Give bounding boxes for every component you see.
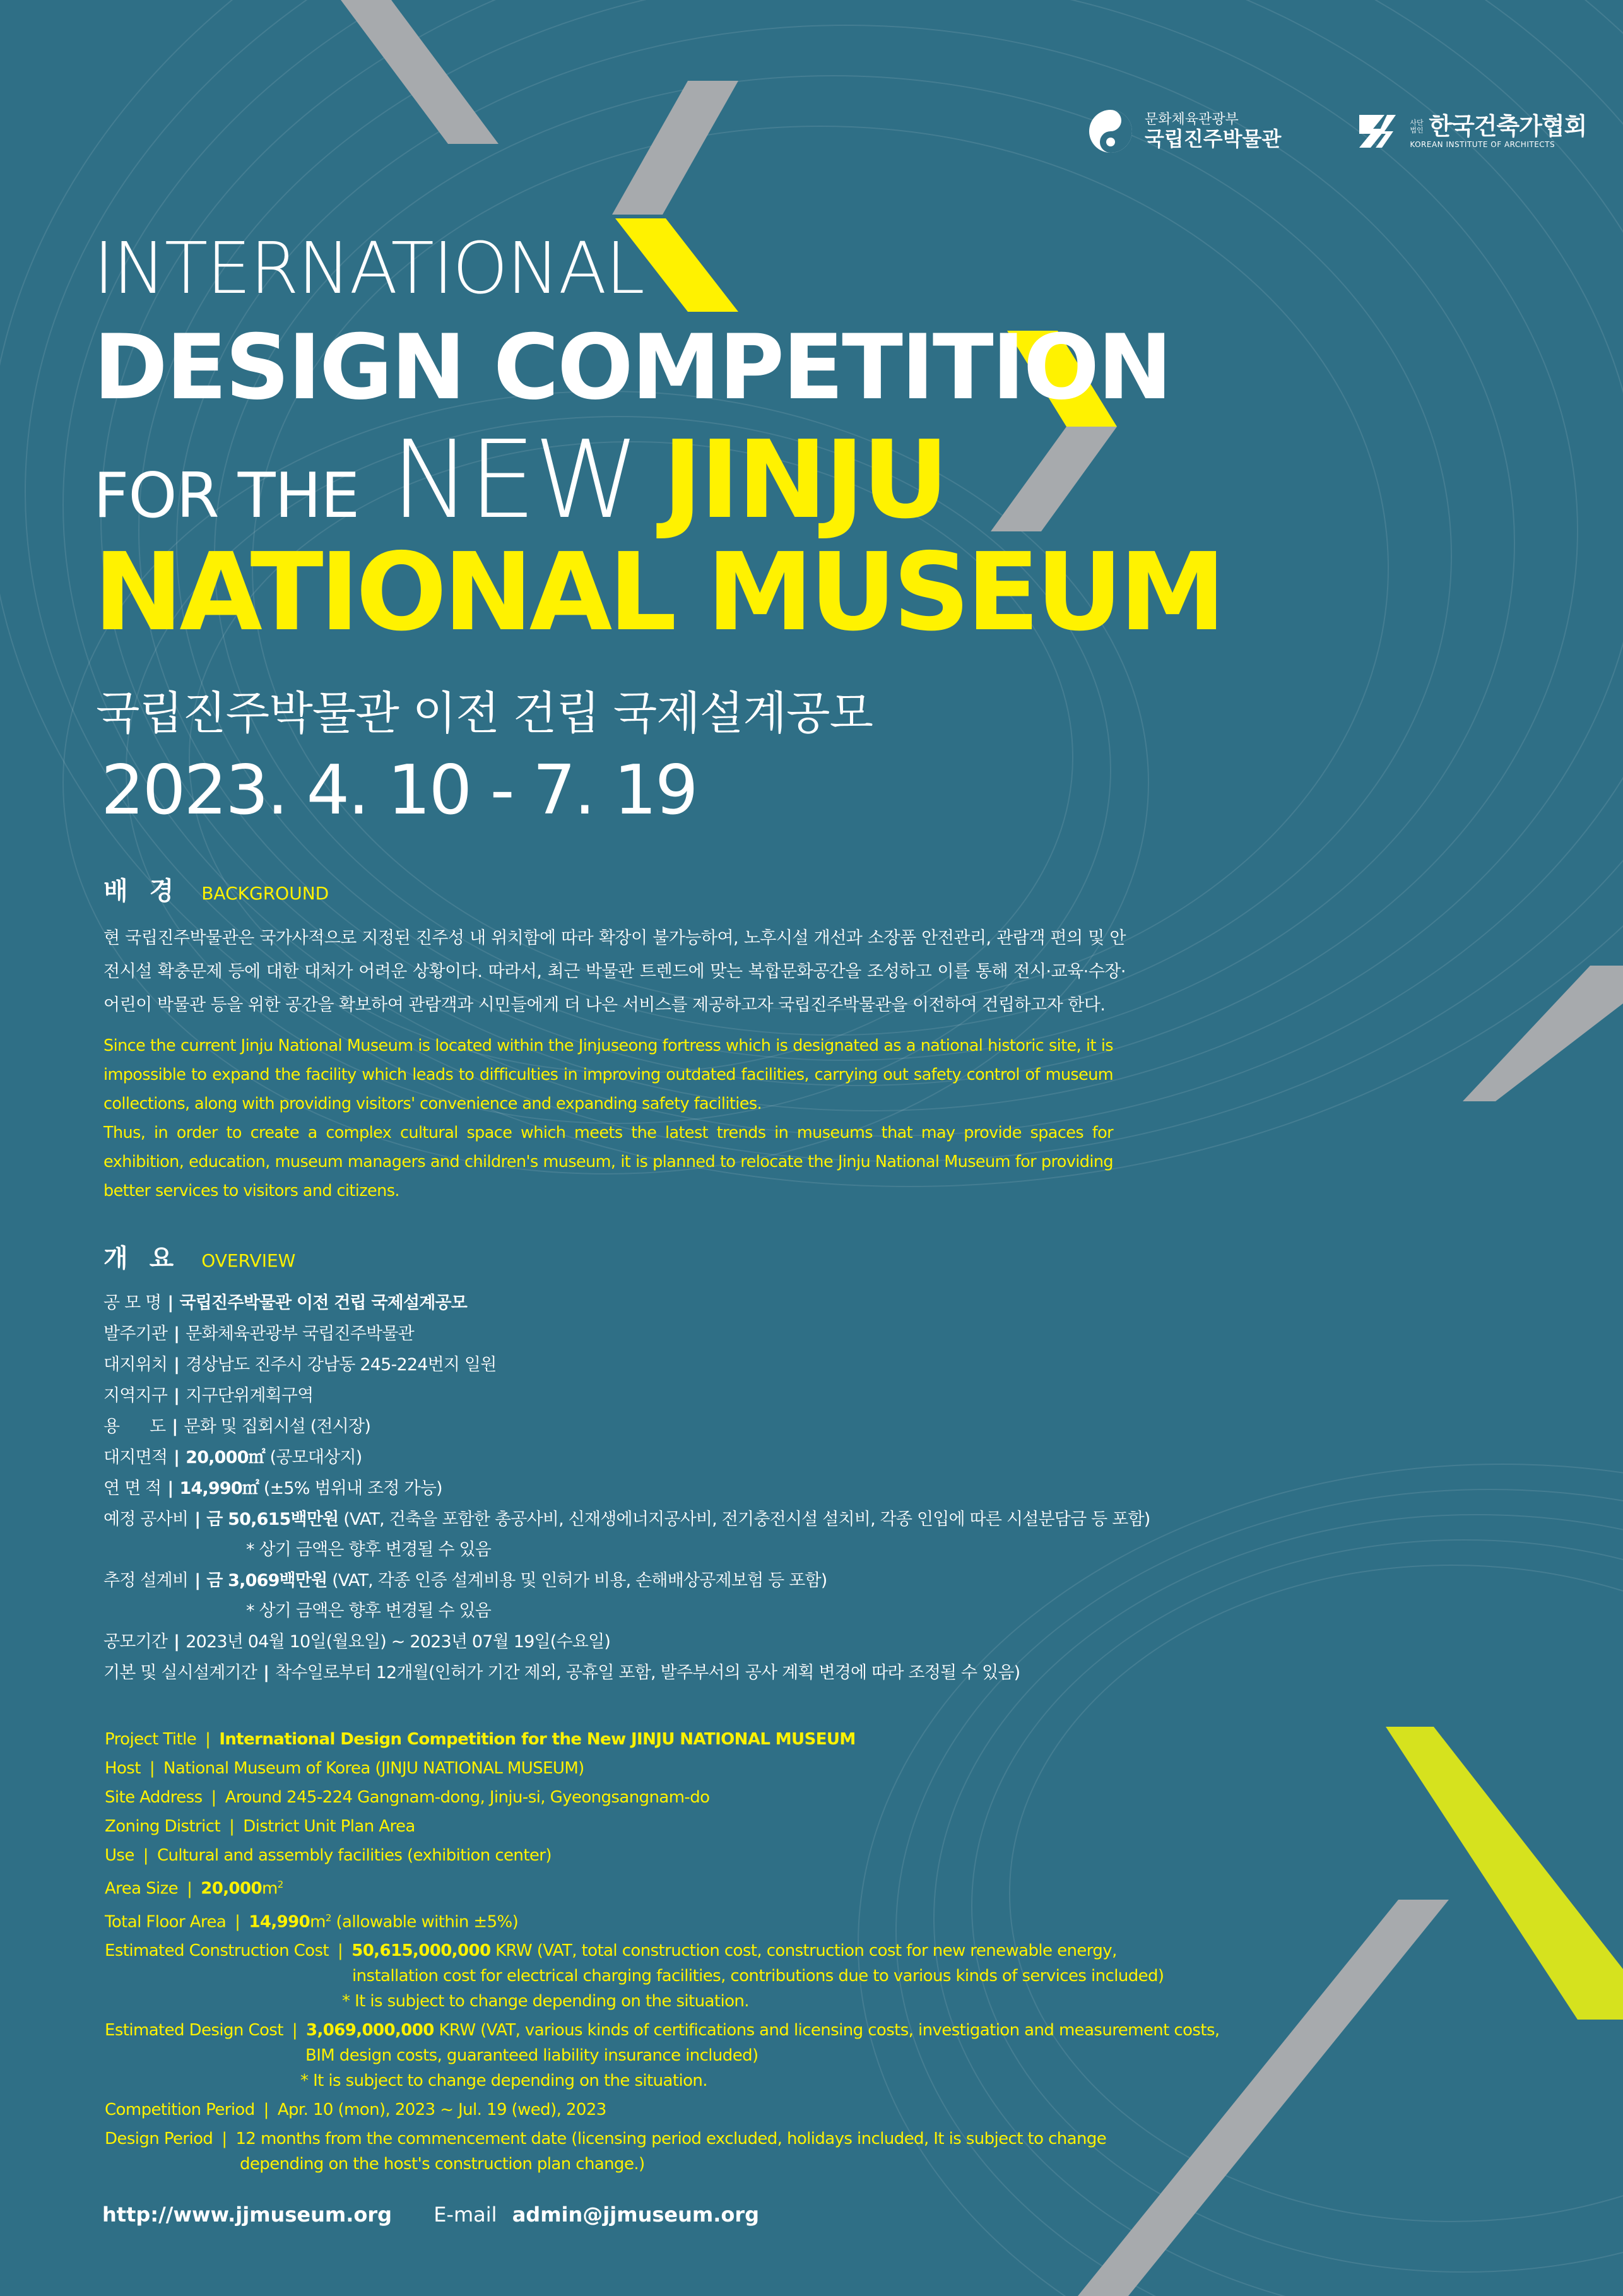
- kia-emblem-icon: [1357, 112, 1398, 150]
- background-text-en-paragraph-1: Since the current Jinju National Museum is located within the Jinjuseong fortress which is designated as a national historic site, it is impossible to expand the facility which leads to difficulties in improving outdated facilities, carrying out safety control of museum collections, along with providing visitors' convenience and expanding safety facilities.: [103, 1036, 1113, 1113]
- kia-logo: [1357, 112, 1586, 150]
- overview-note: * 상기 금액은 향후 변경될 수 있음: [246, 1601, 492, 1621]
- overview-row: 추정 설계비 | 금 3,069백만원 (VAT, 각종 인증 설계비용 및 인허가 비용, 손해배상공제보험 등 포함): [103, 1571, 827, 1590]
- background-text-ko: 현 국립진주박물관은 국가사적으로 지정된 진주성 내 위치함에 따라 확장이 불가능하여, 노후시설 개선과 소장품 안전관리, 관람객 편의 및 안전시설 확충문제 등에 대한 대처가 어려운 상황이다. 따라서, 최근 박물관 트렌드에 맞는 복합문화공간을 조성하고 이를 통해 전시·교육·수장·어린이 박물관 등을 위한 공간을 확보하여 관람객과 시민들에게 더 나은 서비스를 제공하고자 국립진주박물관을 이전하여 건립하고자 한다.: [103, 928, 1126, 1015]
- overview-row: 연 면 적 | 14,990㎡ (±5% 범위내 조정 가능): [103, 1479, 442, 1498]
- korean-subtitle: 국립진주박물관 이전 건립 국제설계공모: [96, 687, 873, 740]
- overview-row: 대지위치 | 경상남도 진주시 강남동 245-224번지 일원: [103, 1355, 497, 1375]
- overview-row: 지역지구 | 지구단위계획구역: [103, 1386, 314, 1405]
- overview-heading: [103, 1238, 295, 1274]
- background-heading: [103, 871, 329, 907]
- taegeuk-emblem-icon: [1088, 109, 1133, 154]
- kia-name: 한국건축가협회: [1429, 112, 1587, 141]
- overview-row: 공 모 명 | 국립진주박물관 이전 건립 국제설계공모: [103, 1293, 468, 1313]
- title-new: NEW: [391, 418, 637, 543]
- title-line-for-the-new-jinju: [93, 418, 1222, 543]
- overview-note: * 상기 금액은 향후 변경될 수 있음: [246, 1540, 492, 1559]
- overview-en-row: Estimated Construction Cost | 50,615,000,000 KRW (VAT, total construction cost, construction cost for new renewable energy, installation cost for electrical charging facilities, contributions due to various kinds of services included) * It is subject to change depending on the situation.: [105, 1941, 1164, 2011]
- email-link[interactable]: admin@jjmuseum.org: [512, 2203, 760, 2227]
- title-line-international: INTERNATIONAL: [93, 228, 644, 310]
- title-for-the: FOR THE: [93, 460, 360, 532]
- overview-en-row: Host | National Museum of Korea (JINJU NATIONAL MUSEUM): [105, 1759, 584, 1778]
- email-label: E-mail: [434, 2203, 497, 2227]
- overview-en-row: Design Period | 12 months from the commencement date (licensing period excluded, holidays included, It is subject to change depending on the host's construction plan change.): [105, 2129, 1107, 2174]
- background-heading-en: BACKGROUND: [201, 883, 329, 904]
- background-text-en-paragraph-2: Thus, in order to create a complex cultural space which meets the latest trends in museums that may provide spaces for exhibition, education, museum managers and children's museum, it is planned to relocate the Jinju National Museum for providing better services to visitors and citizens.: [103, 1123, 1113, 1200]
- background-heading-ko: 배 경: [103, 877, 180, 906]
- ministry-logo: [1088, 109, 1281, 154]
- museum-name: 국립진주박물관: [1145, 127, 1282, 151]
- gray-diagonal-right-edge: [1463, 966, 1623, 1101]
- overview-en-row: Use | Cultural and assembly facilities (exhibition center): [105, 1846, 552, 1865]
- header-logos: [1088, 109, 1586, 154]
- overview-heading-ko: 개 요: [103, 1244, 180, 1273]
- overview-list-ko: [103, 1287, 1150, 1688]
- overview-row: 예정 공사비 | 금 50,615백만원 (VAT, 건축을 포함한 총공사비, 신재생에너지공사비, 전기충전시설 설치비, 각종 인입에 따른 시설분담금 등 포함): [103, 1510, 1150, 1529]
- overview-en-row: Zoning District | District Unit Plan Area: [105, 1817, 415, 1836]
- overview-en-row: Project Title | International Design Competition for the New JINJU NATIONAL MUSEUM: [105, 1730, 856, 1749]
- overview-heading-en: OVERVIEW: [201, 1250, 296, 1271]
- overview-row: 용 도 | 문화 및 집회시설 (전시장): [103, 1417, 371, 1436]
- competition-dates: 2023. 4. 10 - 7. 19: [101, 751, 697, 830]
- overview-en-row: Total Floor Area | $14,990m^2$ (allowable within ±5%): [105, 1912, 519, 1932]
- overview-en-row: Estimated Design Cost | 3,069,000,000 KRW (VAT, various kinds of certifications and licensing costs, investigation and measurement costs, BIM design costs, guaranteed liability insurance included) * It is subject to change depending on the situation.: [105, 2021, 1220, 2091]
- gray-diagonal-top: [341, 0, 499, 144]
- yellow-diagonal-bottom: [1386, 1727, 1623, 2020]
- title-line-national-museum: NATIONAL MUSEUM: [93, 530, 1222, 655]
- overview-row: 발주기관 | 문화체육관광부 국립진주박물관: [103, 1324, 414, 1344]
- gray-chevron-upper: [612, 81, 738, 215]
- overview-en-row: Area Size | $20,000m^2$: [105, 1879, 283, 1898]
- background-text-en: [103, 1031, 1113, 1205]
- overview-en-row: Competition Period | Apr. 10 (mon), 2023 ~ Jul. 19 (wed), 2023: [105, 2100, 606, 2120]
- website-link[interactable]: http://www.jjmuseum.org: [102, 2203, 392, 2227]
- overview-row: 대지면적 | 20,000㎡ (공모대상지): [103, 1448, 362, 1467]
- overview-row: 공모기간 | 2023년 04월 10일(월요일) ~ 2023년 07월 19일(수요일): [103, 1632, 611, 1652]
- overview-list-en: [105, 1727, 1220, 2181]
- title-line-design-competition: DESIGN COMPETITION: [93, 316, 1171, 420]
- poster-title: [93, 228, 1222, 655]
- kia-english-name: KOREAN INSTITUTE OF ARCHITECTS: [1410, 139, 1555, 149]
- overview-row: 기본 및 실시설계기간 | 착수일로부터 12개월(인허가 기간 제외, 공휴일 포함, 발주부서의 공사 계획 변경에 따라 조정될 수 있음): [103, 1663, 1020, 1683]
- footer-contact: [102, 2203, 759, 2227]
- ministry-name: 문화체육관광부: [1145, 111, 1239, 127]
- overview-en-row: Site Address | Around 245-224 Gangnam-dong, Jinju-si, Gyeongsangnam-do: [105, 1788, 710, 1807]
- title-jinju: JINJU: [662, 418, 947, 543]
- kia-prefix: 사단법인: [1410, 119, 1424, 135]
